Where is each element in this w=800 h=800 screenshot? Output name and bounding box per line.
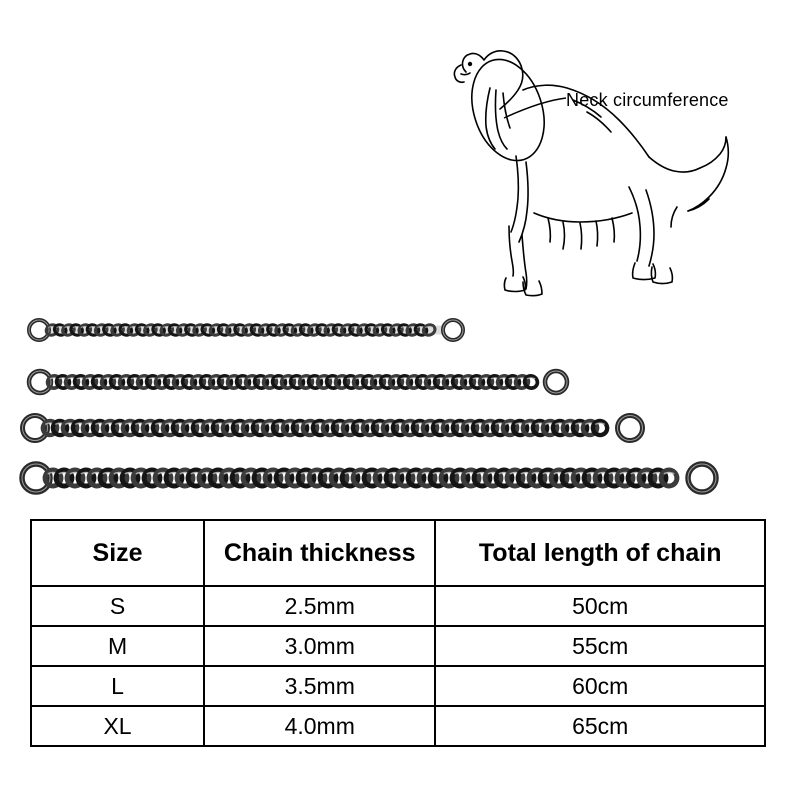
table-row <box>31 586 765 626</box>
table-header-row <box>31 520 765 586</box>
cell-length: 60cm <box>435 666 765 706</box>
cell-size: XL <box>31 706 204 746</box>
table-row <box>31 666 765 706</box>
header-chain-thickness: Chain thickness <box>204 520 435 586</box>
cell-length: 65cm <box>435 706 765 746</box>
cell-size: S <box>31 586 204 626</box>
cell-thickness: 4.0mm <box>204 706 435 746</box>
size-table <box>30 519 766 747</box>
chain-sample-s <box>22 310 470 350</box>
cell-size: L <box>31 666 204 706</box>
cell-size: M <box>31 626 204 666</box>
table-row <box>31 706 765 746</box>
header-total-length: Total length of chain <box>435 520 765 586</box>
table-row <box>31 626 765 666</box>
cell-length: 50cm <box>435 586 765 626</box>
header-size: Size <box>31 520 204 586</box>
chain-sample-l <box>14 408 652 448</box>
neck-circumference-label: Neck circumference <box>566 90 729 110</box>
chain-sample-m <box>22 362 574 402</box>
cell-length: 55cm <box>435 626 765 666</box>
cell-thickness: 3.5mm <box>204 666 435 706</box>
cell-thickness: 2.5mm <box>204 586 435 626</box>
cell-thickness: 3.0mm <box>204 626 435 666</box>
chain-sample-xl <box>12 458 726 498</box>
